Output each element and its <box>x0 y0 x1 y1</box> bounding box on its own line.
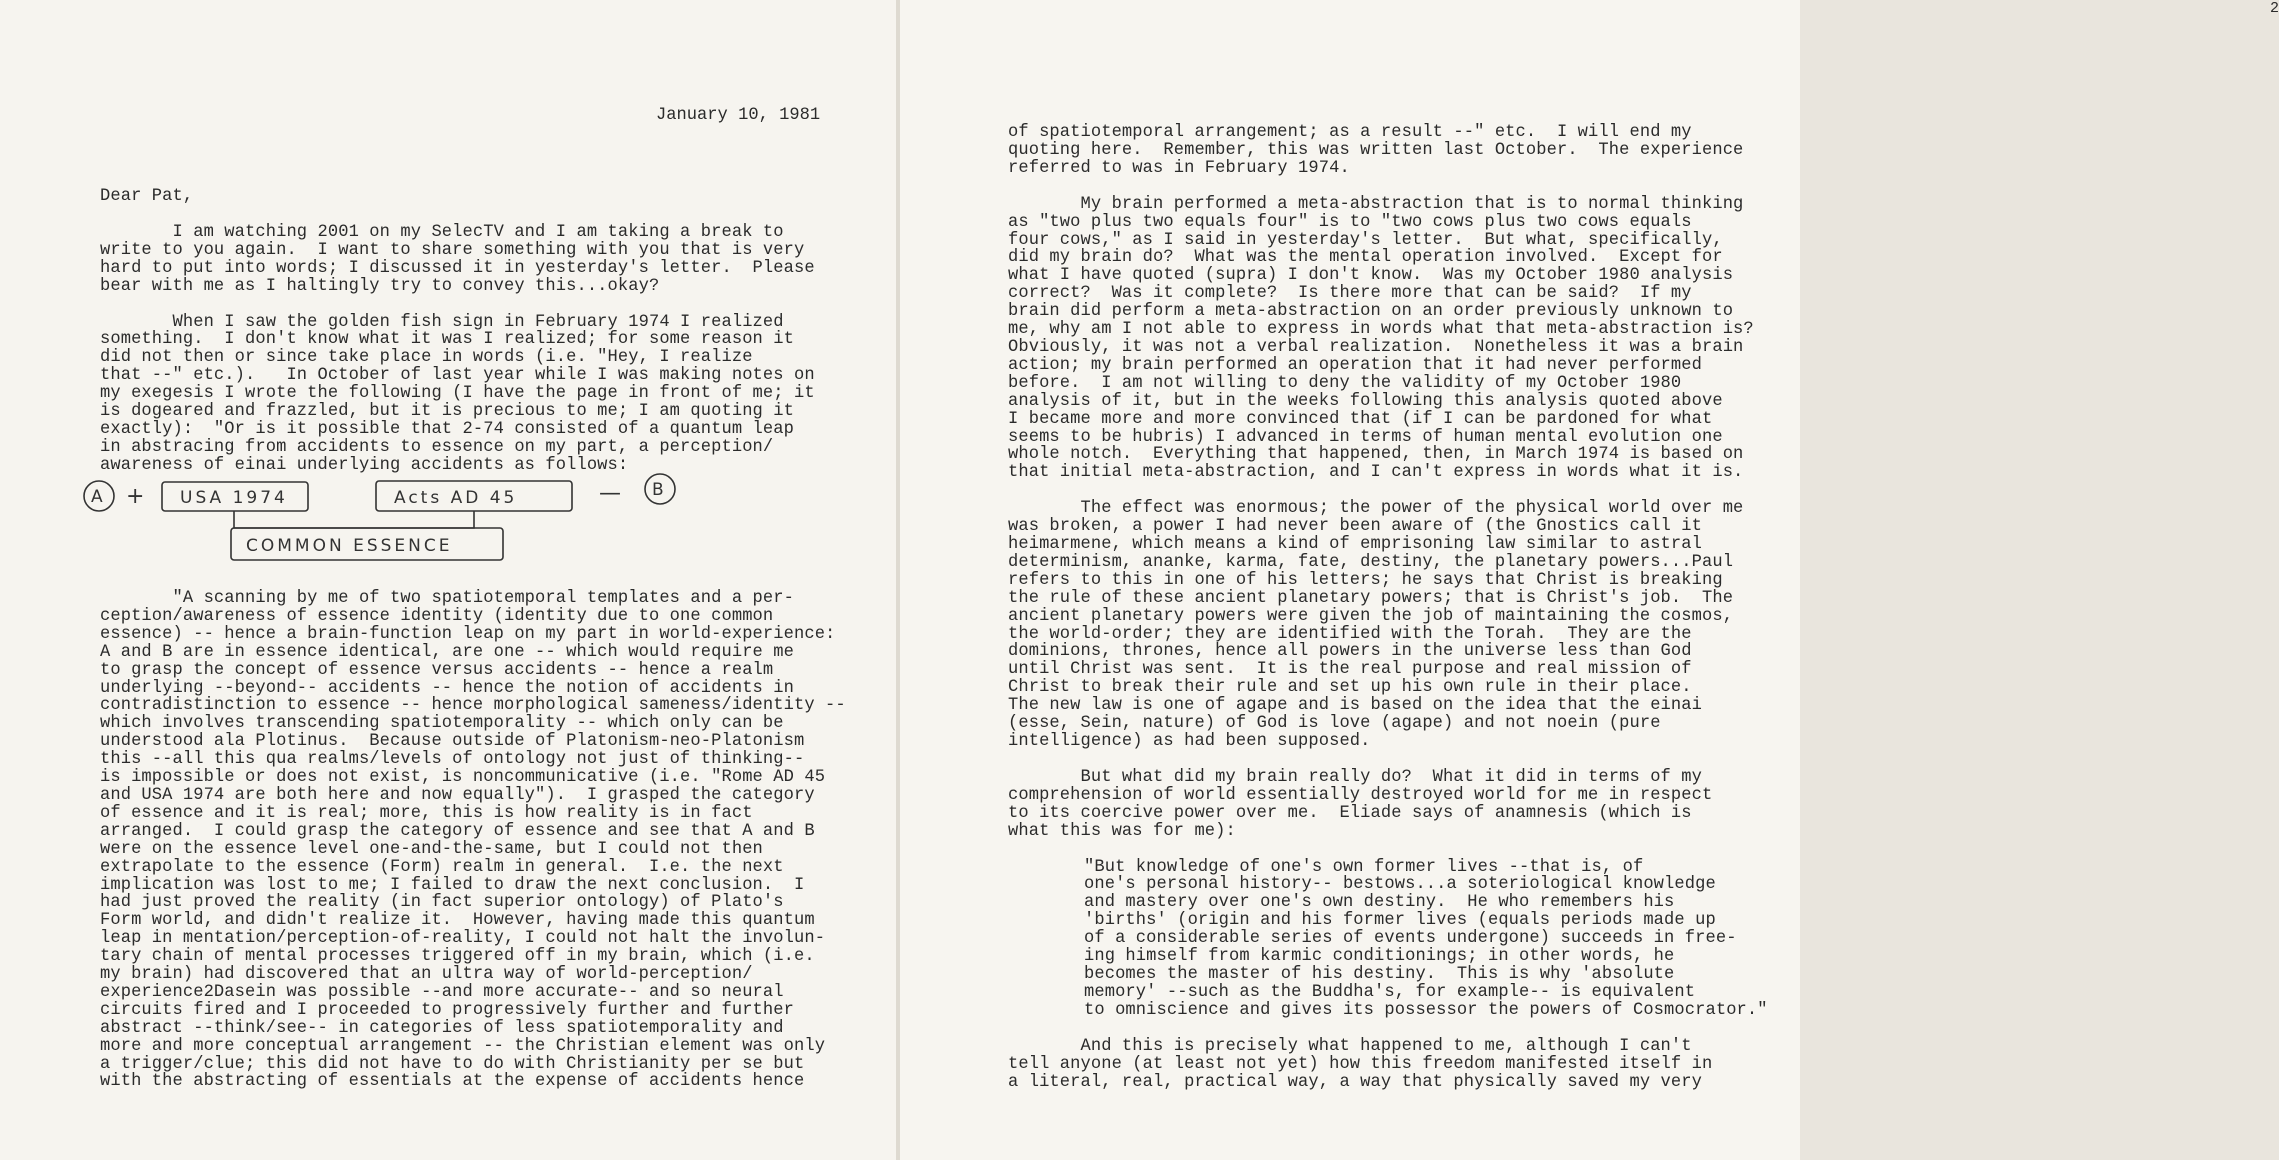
diagram-connector-left <box>234 511 326 528</box>
letter-date: January 10, 1981 <box>656 106 821 125</box>
paragraph: But what did my brain really do? What it did in terms of my comprehension of world essentially destroyed world for me in respect to its coercive power over me. Eliade says of anamnesis (which is what this was for me): <box>1008 767 1713 841</box>
diagram-plus: + <box>126 484 145 509</box>
diagram-box1-text: USA 1974 <box>180 488 288 508</box>
right-page-body <box>1008 124 1768 1091</box>
diagram-box3-text: COMMON ESSENCE <box>246 536 453 556</box>
paragraph: The effect was enormous; the power of the physical world over me was broken, a power I had never been aware of (the Gnostics call it heimarmene, which means a kind of emprisoning law similar to astral determinism, ananke, karma, fate, destiny, the planetary powers...Paul refers to this in one of his letters; he says that Christ is breaking the rule of these ancient planetary powers; that is Christ's job. The ancient planetary powers were given the job of maintaining the cosmos, the world-order; they are identified with the Torah. They are the dominions, thrones, hence all powers in the universe less than God until Christ was sent. It is the real purpose and real mission of Christ to break their rule and set up his own rule in their place. The new law is one of agape and is based on the idea that the einai (esse, Sein, nature) of God is love (agape) and not noein (pure intelligence) as had been supposed. <box>1008 499 1744 751</box>
block-quote: "But knowledge of one's own former lives --that is, of one's personal history-- bestows...a soteriological knowledge and mastery over one's own destiny. He who remembers his 'births' (origin and his former lives (equals periods made up of a considerable series of events undergone) succeeds in free- ing himself from karmic conditionings; in other words, he becomes the master of his destiny. This is why 'absolute memory' --such as the Buddha's, for example-- is equivalent to omniscience and gives its possessor the powers of Cosmocrator." <box>1084 857 1768 1020</box>
paragraph: I am watching 2001 on my SelecTV and I am taking a break to write to you again. I want to share something with you that is very hard to put into words; I discussed it in yesterday's letter. Please bear with me as I haltingly try to convey this...okay? <box>100 222 815 296</box>
diagram-label-b: B <box>652 480 664 500</box>
paragraph: When I saw the golden fish sign in February 1974 I realized something. I don't know what it was I realized; for some reason it did not then or since take place in words (i.e. "Hey, I realize that --" etc.). In October of last year while I was making notes on my exegesis I wrote the following (I have the page in front of me; it is dogeared and frazzled, but it is precious to me; I am quoting it exactly): "Or is it possible that 2-74 consisted of a quantum leap in abstracing from accidents to essence on my part, a perception/ awareness of einai underlying accidents as follows: <box>100 312 815 475</box>
diagram-connector-right <box>326 511 474 528</box>
left-page-body <box>100 188 815 475</box>
diagram-dash: — <box>599 481 621 506</box>
paragraph: "A scanning by me of two spatiotemporal templates and a per- ception/awareness of essence identity (identity due to one common essence) -- hence a brain-function leap on my part in world-experience: A and B are in essence identical, are one -- which would require me to grasp the concept of essence versus accidents -- hence a realm underlying --beyond-- accidents -- hence the notion of accidents in contradistinction to essence -- hence morphological sameness/identity -- which involves transcending spatiotemporality -- which only can be understood ala Plotinus. Because outside of Platonism-neo-Platonism this --all this qua realms/levels of ontology not just of thinking-- is impossible or does not exist, is noncommunicative (i.e. "Rome AD 45 and USA 1974 are both here and now equally"). I grasped the category of essence and it is real; more, this is how reality is in fact arranged. I could grasp the category of essence and see that A and B were on the essence level one-and-the-same, but I could not then extrapolate to the essence (Form) realm in general. I.e. the next implication was lost to me; I failed to draw the next conclusion. I had just proved the reality (in fact superior ontology) of Plato's Form world, and didn't realize it. However, having made this quantum leap in mentation/perception-of-reality, I could not halt the involun- tary chain of mental processes triggered off in my brain, which (i.e. my brain) had discovered that an ultra way of world-perception/ experience2Dasein was possible --and more accurate-- and so neural circuits fired and I proceeded to progressively further and further abstract --think/see-- in categories of less spatiotemporality and more and more conceptual arrangement -- the Christian element was only a trigger/clue; this did not have to do with Christianity per se but with the abstracting of essentials at the expense of accidents hence <box>100 589 846 1092</box>
diagram-label-a: A <box>91 487 103 507</box>
paragraph: of spatiotemporal arrangement; as a result --" etc. I will end my quoting here. Remember, this was written last October. The experience referred to was in February 1974. <box>1008 123 1744 178</box>
letter-page-1 <box>0 0 896 1160</box>
letter-page-2 <box>900 0 2279 1160</box>
paragraph: My brain performed a meta-abstraction that is to normal thinking as "two plus two equals four" is to "two cows plus two cows equals four cows," as I said in yesterday's letter. But what, specifically, did my brain do? What was the mental operation involved. Except for what I have quoted (supra) I don't know. Was my October 1980 analysis correct? Was it complete? Is there more that can be said? If my brain did perform a meta-abstraction on an order previously unknown to me, why am I not able to express in words what that meta-abstraction is? Obviously, it was not a verbal realization. Nonetheless it was a brain action; my brain performed an operation that it had never performed before. I am not willing to deny the validity of my October 1980 analysis of it, but in the weeks following this analysis quoted above I became more and more convinced that (if I can be pardoned for what seems to be hubris) I advanced in terms of human mental evolution one whole notch. Everything that happened, then, in March 1974 is based on that initial meta-abstraction, and I can't express in words what it is. <box>1008 194 1754 483</box>
salutation: Dear Pat, <box>100 187 194 206</box>
left-page-quote <box>100 590 846 1091</box>
essence-diagram <box>76 472 696 572</box>
page-number: 2 <box>2270 0 2279 17</box>
diagram-box2-text: Acts AD 45 <box>394 488 518 508</box>
paragraph: And this is precisely what happened to me, although I can't tell anyone (at least not yet) how this freedom manifested itself in a literal, real, practical way, a way that physically saved my very <box>1008 1036 1713 1092</box>
